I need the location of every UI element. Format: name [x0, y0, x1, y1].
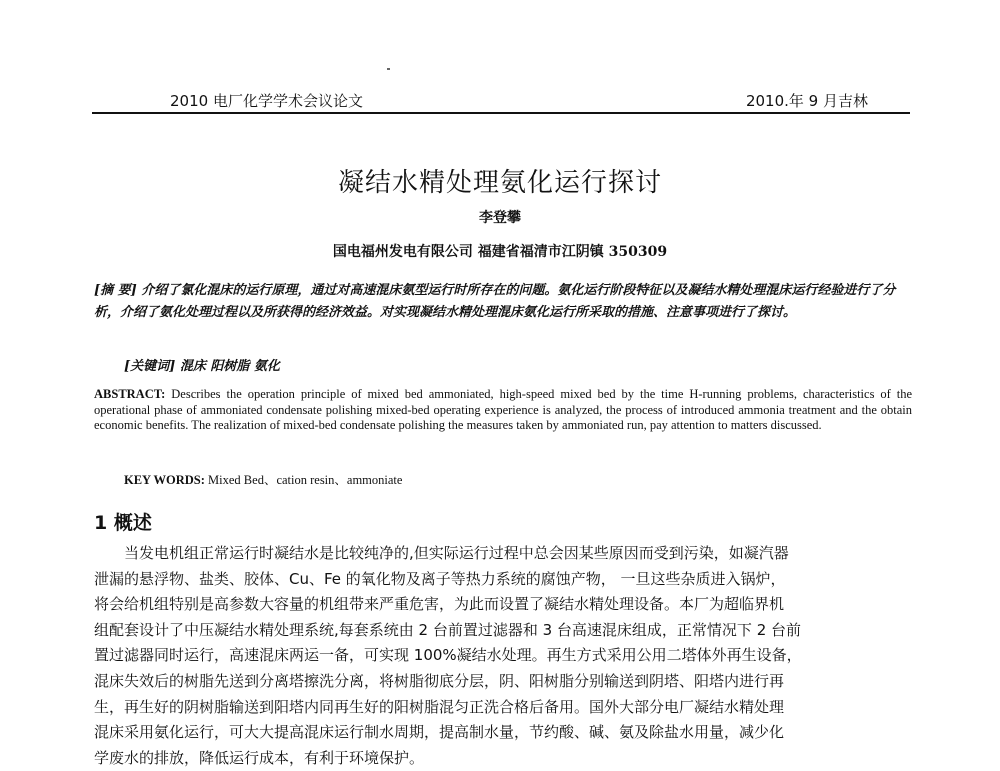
body-line: 当发电机组正常运行时凝结水是比较纯净的,但实际运行过程中总会因某些原因而受到污染，如凝汽器 — [124, 544, 789, 562]
body-line: 混床失效后的树脂先送到分离塔擦洗分离，将树脂彻底分层，阴、阳树脂分别输送到阴塔、阳塔内进行再 — [94, 671, 785, 690]
abstract-chinese: [摘 要] 介绍了氯化混床的运行原理，通过对高速混床氨型运行时所存在的问题。氨化运行阶段特征以及凝结水精处理混床运行经验进行了分析，介绍了氨化处理过程以及所获得的经济效益。对实现凝结水精处理混床氨化运行所采取的措施、注意事项进行了探讨。 — [94, 283, 896, 320]
keywords-english-text: Mixed Bed、cation resin、ammoniate — [204, 473, 403, 487]
paper-title: 凝结水精处理氨化运行探讨 — [337, 168, 662, 198]
author: 李登攀 — [479, 210, 521, 226]
running-header — [92, 86, 910, 114]
body-line: 混床采用氨化运行，可大大提高混床运行制水周期，提高制水量，节约酸、碱、氨及除盐水用量，减少化 — [94, 723, 785, 742]
abstract-label: ABSTRACT: — [94, 387, 166, 401]
body-paragraph — [94, 541, 912, 771]
body-line: 将会给机组特别是高参数大容量的机组带来严重危害，为此而设置了凝结水精处理设备。本厂为超临界机 — [94, 595, 785, 614]
abstract-english — [94, 387, 912, 434]
abstract-english-text: Describes the operation principle of mixed bed ammoniated, high-speed mixed bed by the time H-running problems, characteristics of the operational phase of ammoniated condensate polishing mixed-bed operating experience is analyzed, the process of introduced ammonia treatment and the obtain economic benefits. The realization of mixed-bed condensate polishing the measures taken by ammoniated run, pay attention to matters discussed. — [94, 387, 912, 432]
body-line: 生，再生好的阴树脂输送到阳塔内同再生好的阳树脂混匀正洗合格后备用。国外大部分电厂凝结水精处理 — [94, 697, 785, 716]
body-line: 泄漏的悬浮物、盐类、胶体、Cu、Fe 的氧化物及离子等热力系统的腐蚀产物， 一旦这些杂质进入锅炉， — [94, 569, 786, 588]
body-line: 学废水的排放，降低运行成本，有利于环境保护。 — [94, 748, 425, 767]
section-heading: 1 概述 — [94, 512, 152, 534]
keywords-chinese: [关键词] 混床 阳树脂 氨化 — [124, 359, 280, 374]
header-date: 2010.年 9 月吉林 — [745, 92, 868, 110]
body-line: 置过滤器同时运行，高速混床两运一备，可实现 100%凝结水处理。再生方式采用公用二塔体外再生设备， — [94, 646, 802, 665]
body-line: 组配套设计了中压凝结水精处理系统,每套系统由 2 台前置过滤器和 3 台高速混床组成，正常情况下 2 台前 — [94, 620, 802, 639]
affiliation: 国电福州发电有限公司 福建省福清市江阴镇 350309 — [332, 244, 668, 260]
header-conference: 2010 电厂化学学术会议论文 — [170, 92, 363, 110]
keywords-english — [124, 470, 402, 488]
keywords-label: KEY WORDS: — [124, 473, 205, 487]
scan-speck — [387, 68, 390, 70]
